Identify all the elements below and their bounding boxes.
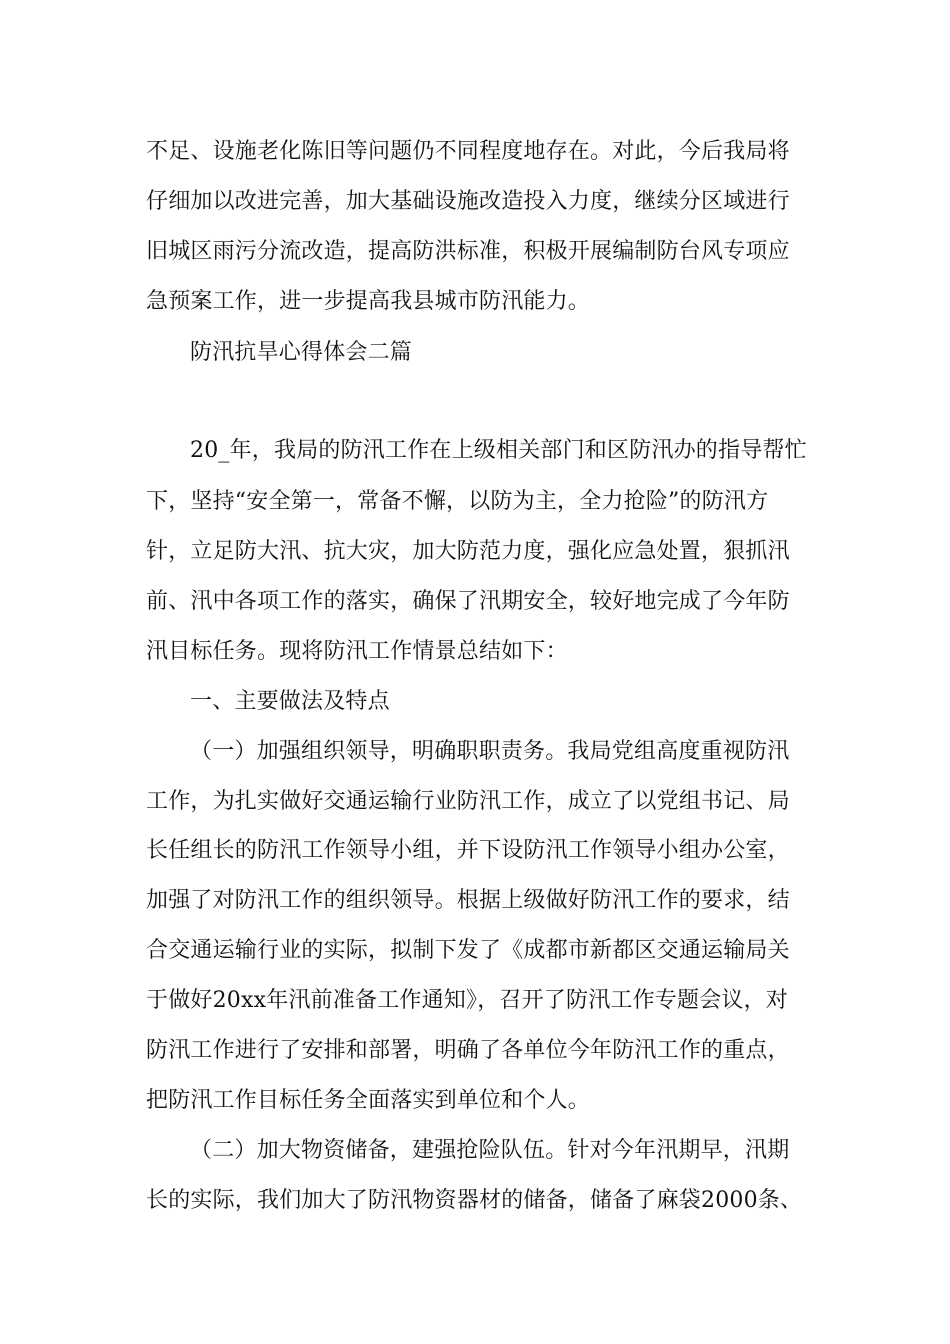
paragraph-line: 长任组长的防汛工作领导小组，并下设防汛工作领导小组办公室， (146, 838, 790, 863)
paragraph-line: （一）加强组织领导，明确职职责务。我局党组高度重视防汛 (190, 739, 790, 764)
paragraph-line: 旧城区雨污分流改造，提高防洪标准，积极开展编制防台风专项应 (146, 239, 790, 264)
paragraph-line: 下，坚持“安全第一，常备不懈，以防为主，全力抢险”的防汛方 (146, 489, 769, 514)
subsection-heading: 一、主要做法及特点 (190, 689, 390, 714)
paragraph-line: 不足、设施老化陈旧等问题仍不同程度地存在。对此，今后我局将 (146, 139, 790, 164)
paragraph-line: 针，立足防大汛、抗大灾，加大防范力度，强化应急处置，狠抓汛 (146, 539, 790, 564)
paragraph-line: 急预案工作，进一步提高我县城市防汛能力。 (146, 289, 591, 314)
paragraph-line: 于做好20xx年汛前准备工作通知》，召开了防汛工作专题会议，对 (146, 988, 789, 1013)
paragraph-line: 20_年，我局的防汛工作在上级相关部门和区防汛办的指导帮忙 (190, 438, 807, 463)
paragraph-line: 前、汛中各项工作的落实，确保了汛期安全，较好地完成了今年防 (146, 589, 790, 614)
paragraph-line: （二）加大物资储备，建强抢险队伍。针对今年汛期早，汛期 (190, 1138, 790, 1163)
paragraph-line: 加强了对防汛工作的组织领导。根据上级做好防汛工作的要求，结 (146, 888, 790, 913)
paragraph-line: 把防汛工作目标任务全面落实到单位和个人。 (146, 1088, 591, 1113)
paragraph-line: 汛目标任务。现将防汛工作情景总结如下： (146, 639, 568, 664)
paragraph-line: 仔细加以改进完善，加大基础设施改造投入力度，继续分区域进行 (146, 189, 790, 214)
paragraph-line: 工作，为扎实做好交通运输行业防汛工作，成立了以党组书记、局 (146, 789, 790, 814)
section-heading: 防汛抗旱心得体会二篇 (190, 340, 413, 365)
paragraph-line: 防汛工作进行了安排和部署，明确了各单位今年防汛工作的重点， (146, 1038, 790, 1063)
paragraph-line: 长的实际，我们加大了防汛物资器材的储备，储备了麻袋2000条、 (146, 1188, 803, 1213)
paragraph-line: 合交通运输行业的实际，拟制下发了《成都市新都区交通运输局关 (146, 938, 790, 963)
